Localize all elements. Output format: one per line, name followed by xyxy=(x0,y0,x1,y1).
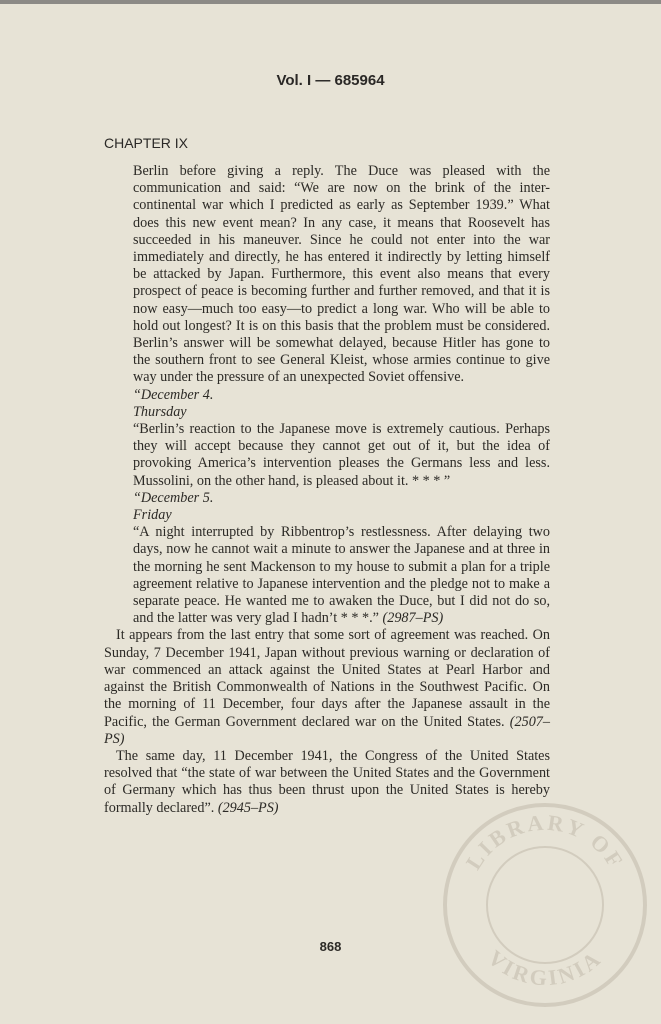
diary-quote-1: Berlin before giving a reply. The Duce was pleased with the communication and said: “We are now on the brink of the inter-continental war which I predicted as early as September 1939.” What does this new event mean? In any case, it means that Roosevelt has succeeded in his maneuver. Since he could not enter into the war immediately and directly, he has entered it indirectly by letting himself be attacked by Japan. Furthermore, this event also means that every prospect of peace is becoming further and further removed, and that it is now easy—much too easy—to predict a long war. Who will be able to hold out longest? It is on this basis that the problem must be considered. Berlin’s answer will be somewhat delayed, because Hitler has gone to the southern front to see General Kleist, whose armies continue to give way under the pressure of an unexpected Soviet offensive. xyxy=(133,163,550,386)
stamp-top-text: LIBRARY OF xyxy=(460,809,630,875)
paragraph-pearl-harbor xyxy=(104,627,550,747)
paragraph-pearl-harbor-text: It appears from the last entry that some sort of agreement was reached. On Sunday, 7 December 1941, Japan without previous warning or declaration of war commenced an attack against the United States at Pearl Harbor and against the British Commonwealth of Nations in the Southwest Pacific. On the morning of 11 December, four days after the Japanese assault in the Pacific, the German Government declared war on the United States. xyxy=(104,627,550,730)
page-number: 868 xyxy=(319,939,342,954)
stamp-bottom-text: VIRGINIA xyxy=(483,944,607,991)
diary-quote-2: “Berlin’s reaction to the Japanese move is extremely cautious. Perhaps they will accept because they cannot get out of it, but the idea of provoking America’s intervention pleases the Germans less and less. Mussolini, on the other hand, is pleased about it. * * * ” xyxy=(133,421,550,489)
body-text xyxy=(104,163,550,817)
paragraph-congress-text: The same day, 11 December 1941, the Congress of the United States resolved that “the state of war between the United States and the Government of Germany which has thus been thrust upon the United States is hereby formally declared”. xyxy=(104,747,550,816)
diary-date-december-5: “December 5. xyxy=(133,489,214,506)
document-ref-2945: (2945–PS) xyxy=(217,799,279,816)
diary-day-thursday: Thursday xyxy=(133,403,187,420)
library-stamp-watermark xyxy=(440,800,650,1010)
diary-date-december-4: “December 4. xyxy=(133,386,214,403)
document-ref-2507: (2507–PS) xyxy=(104,713,550,747)
diary-day-friday: Friday xyxy=(133,507,172,524)
svg-text:LIBRARY OF xyxy=(461,810,630,874)
svg-text:VIRGINIA xyxy=(483,945,607,991)
diary-quote-3-text: “A night interrupted by Ribbentrop’s restlessness. After delaying two days, now he cannot wait a minute to answer the Japanese and at three in the morning he sent Mackenson to my house to submit a plan for a triple agreement relative to Japanese intervention and the pledge not to make a separate peace. He wanted me to awaken the Duce, but I did not do so, and the latter was very glad I hadn’t * * *.” xyxy=(133,524,550,627)
document-ref-2987: (2987–PS) xyxy=(382,610,444,627)
volume-header: Vol. I — 685964 xyxy=(276,72,385,89)
top-edge-bar xyxy=(0,0,661,4)
chapter-heading: CHAPTER IX xyxy=(104,135,189,151)
diary-quote-3 xyxy=(133,524,550,627)
